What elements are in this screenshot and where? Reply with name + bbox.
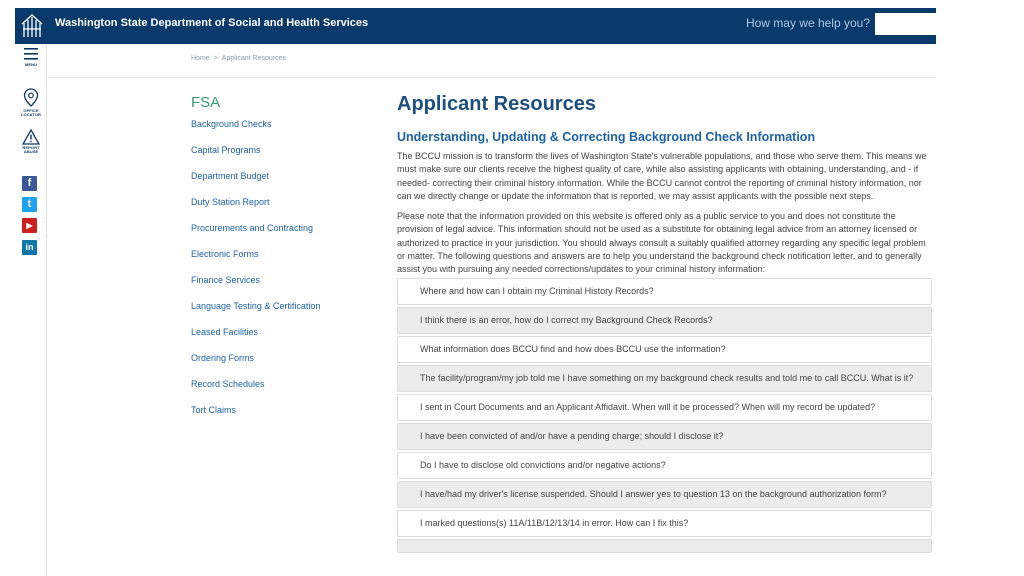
faq-accordion bbox=[397, 278, 932, 553]
main-content bbox=[397, 92, 932, 555]
side-nav-item-duty-station-report[interactable]: Duty Station Report bbox=[191, 197, 270, 207]
side-nav-item-language-testing[interactable]: Language Testing & Certification bbox=[191, 301, 321, 311]
side-nav-item-capital-programs[interactable]: Capital Programs bbox=[191, 145, 261, 155]
youtube-icon[interactable] bbox=[22, 218, 37, 233]
section-subtitle: Understanding, Updating & Correcting Background Check Information bbox=[397, 130, 816, 144]
side-nav-item-record-schedules[interactable]: Record Schedules bbox=[191, 379, 265, 389]
search-input[interactable] bbox=[875, 13, 936, 35]
faq-item[interactable]: Do I have to disclose old convictions and/or negative actions? bbox=[397, 452, 932, 479]
office-locator-label: OFFICE LOCATOR bbox=[20, 108, 42, 117]
page-title: Applicant Resources bbox=[397, 93, 596, 115]
side-nav-item-department-budget[interactable]: Department Budget bbox=[191, 171, 270, 181]
faq-item[interactable]: I have been convicted of and/or have a pending charge; should I disclose it? bbox=[397, 423, 932, 450]
faq-item[interactable]: I have/had my driver's license suspended. Should I answer yes to question 13 on the background authorization form? bbox=[397, 481, 932, 508]
facebook-glyph: f bbox=[27, 177, 32, 189]
agency-name[interactable]: Washington State Department of Social and Health Services bbox=[55, 17, 369, 29]
disclaimer-paragraph: Please note that the information provided on this website is offered only as a public service to you and does not constitute the provision of legal advice. This information should not be used as a substitute for obtaining legal advice from an attorney licensed or authorized to practice in your jurisdiction. You should always consult a suitably qualified attorney regarding any specific legal problem or matter. The following questions and answers are to help you understand the background check notification letter, and to generally assist you with pursuing any needed corrections/updates to your criminal history information: bbox=[397, 211, 926, 275]
map-pin-icon bbox=[23, 88, 39, 108]
side-nav-item-finance-services[interactable]: Finance Services bbox=[191, 275, 261, 285]
faq-item[interactable] bbox=[397, 539, 932, 553]
side-nav-item-leased-facilities[interactable]: Leased Facilities bbox=[191, 327, 259, 337]
faq-item[interactable]: What information does BCCU find and how does BCCU use the information? bbox=[397, 336, 932, 363]
menu-button[interactable] bbox=[15, 48, 47, 67]
twitter-glyph: t bbox=[27, 198, 32, 210]
hamburger-icon bbox=[24, 48, 38, 60]
faq-item[interactable]: I marked questions(s) 11A/11B/12/13/14 in error. How can I fix this? bbox=[397, 510, 932, 537]
breadcrumb bbox=[191, 55, 286, 62]
breadcrumb-divider bbox=[48, 77, 936, 78]
warning-icon bbox=[22, 129, 40, 145]
twitter-icon[interactable] bbox=[22, 197, 37, 212]
youtube-glyph: ▶ bbox=[26, 221, 33, 230]
dshs-logo-icon[interactable] bbox=[19, 11, 45, 41]
side-nav-item-background-checks[interactable]: Background Checks bbox=[191, 119, 272, 129]
report-abuse-label: REPORT ABUSE bbox=[22, 145, 40, 154]
linkedin-glyph: in bbox=[25, 242, 34, 252]
search-label: How may we help you? bbox=[745, 16, 870, 30]
side-nav-item-tort-claims[interactable]: Tort Claims bbox=[191, 405, 237, 415]
faq-item[interactable]: Where and how can I obtain my Criminal History Records? bbox=[397, 278, 932, 305]
linkedin-icon[interactable] bbox=[22, 240, 37, 255]
site-header bbox=[15, 8, 936, 44]
side-nav-item-procurements[interactable]: Procurements and Contracting bbox=[191, 223, 314, 233]
section-title: FSA bbox=[191, 94, 221, 111]
side-nav bbox=[191, 119, 371, 431]
faq-item[interactable]: I think there is an error, how do I correct my Background Check Records? bbox=[397, 307, 932, 334]
report-abuse-button[interactable] bbox=[15, 129, 47, 154]
side-nav-item-ordering-forms[interactable]: Ordering Forms bbox=[191, 353, 255, 363]
facebook-icon[interactable] bbox=[22, 176, 37, 191]
menu-label: MENU bbox=[24, 62, 38, 67]
mission-paragraph: The BCCU mission is to transform the lives of Washington State's vulnerable populations, and those who serve them. This means we must make sure our clients receive the highest quality of care, while also assisting applicants with obtaining, understanding, and - if needed- correcting their criminal history information. While the BCCU cannot control the reporting of criminal history information, nor can we directly change or update the information that is reported, we may assist applicants with the possible next steps. bbox=[397, 151, 927, 201]
breadcrumb-separator: > bbox=[213, 55, 218, 62]
office-locator-button[interactable] bbox=[15, 88, 47, 117]
browser-page bbox=[15, 8, 936, 576]
side-nav-item-electronic-forms[interactable]: Electronic Forms bbox=[191, 249, 259, 259]
faq-item[interactable]: I sent in Court Documents and an Applicant Affidavit. When will it be processed? When will my record be updated? bbox=[397, 394, 932, 421]
faq-item[interactable]: The facility/program/my job told me I have something on my background check results and told me to call BCCU. What is it? bbox=[397, 365, 932, 392]
left-rail bbox=[15, 44, 47, 576]
breadcrumb-current: Applicant Resources bbox=[221, 55, 286, 62]
breadcrumb-home-link[interactable]: Home bbox=[191, 55, 210, 62]
